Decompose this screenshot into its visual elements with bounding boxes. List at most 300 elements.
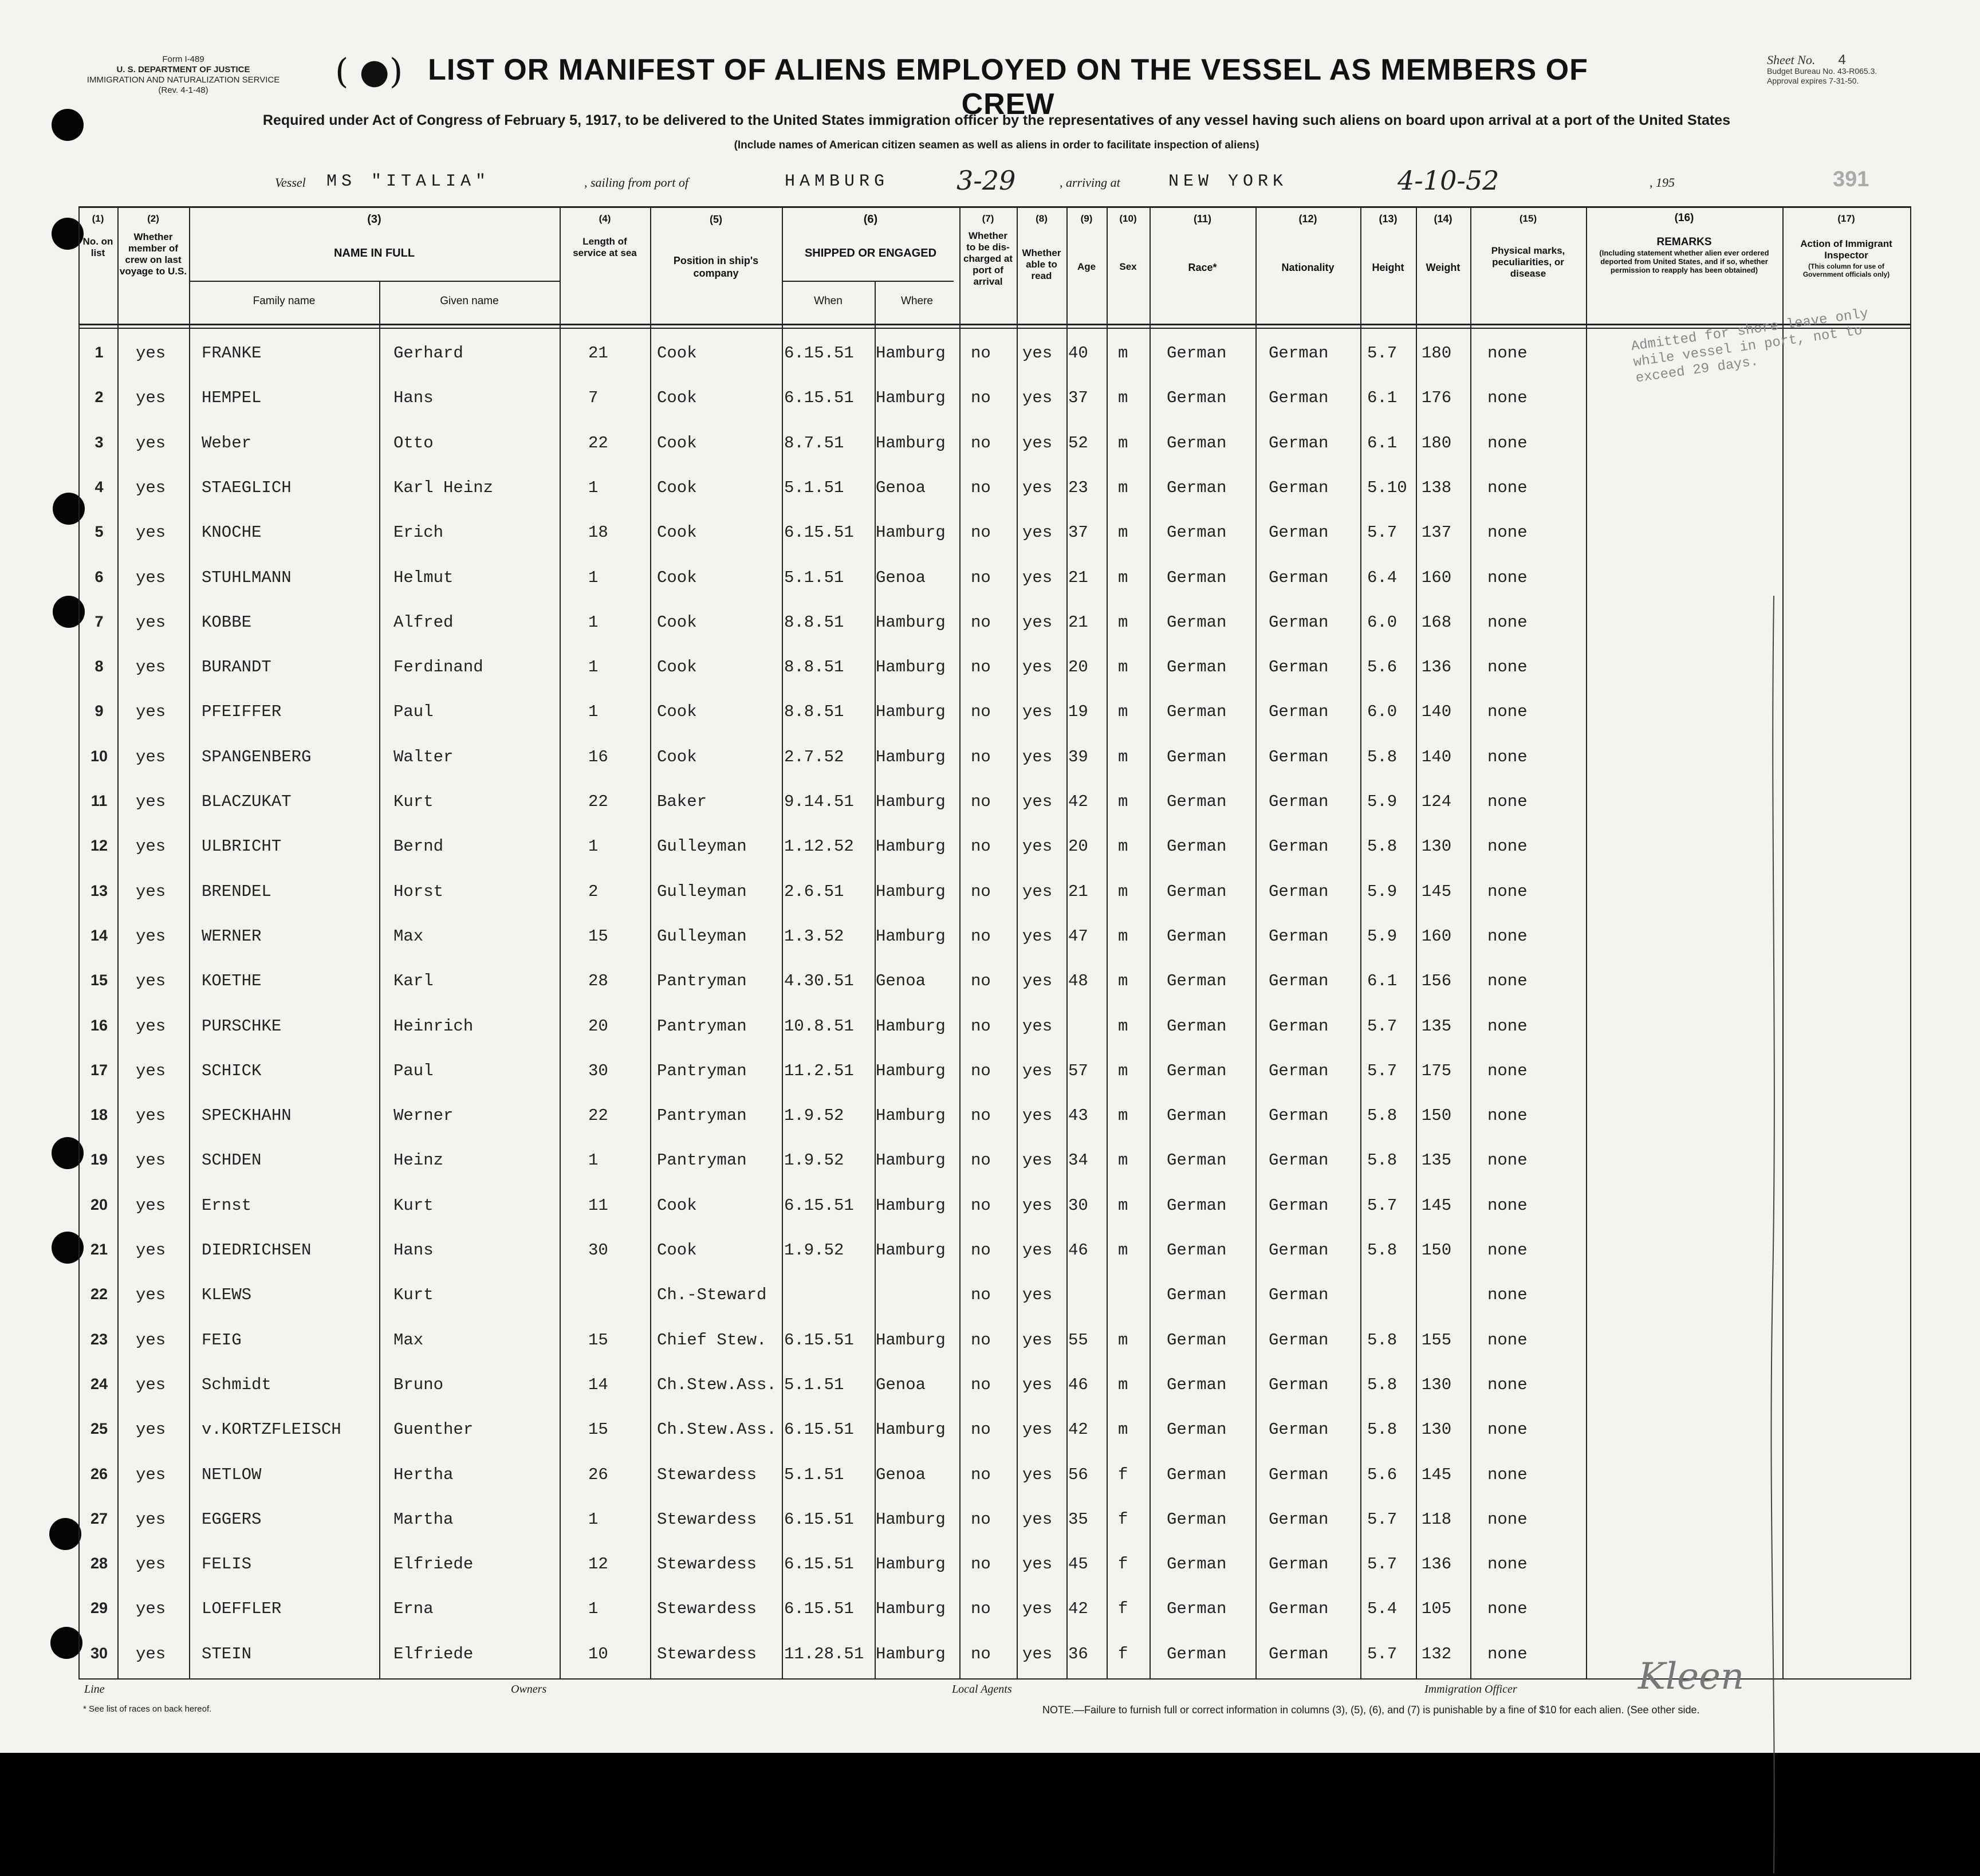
sex-cell: m — [1118, 747, 1128, 766]
weight-cell: 145 — [1422, 882, 1452, 901]
race-cell: German — [1167, 702, 1227, 722]
height-cell: 5.6 — [1367, 1465, 1398, 1484]
age-cell: 40 — [1068, 344, 1088, 363]
row-number: 21 — [90, 1241, 108, 1258]
discharged-cell: no — [971, 1465, 991, 1484]
shipped-when-cell: 5.1.51 — [784, 1465, 844, 1484]
marks-cell: none — [1487, 612, 1528, 632]
height-cell: 6.4 — [1367, 568, 1398, 587]
service-cell: 1 — [588, 837, 599, 856]
sex-cell: m — [1118, 658, 1128, 677]
read-cell: yes — [1022, 972, 1053, 991]
weight-cell: 150 — [1422, 1241, 1452, 1260]
read-cell: yes — [1022, 702, 1053, 722]
family-name-cell: EGGERS — [202, 1509, 262, 1529]
col-header-action: (17) Action of Immigrant Inspector (This column for use of Government officials only) — [1800, 213, 1892, 278]
height-cell: 5.7 — [1367, 1644, 1398, 1663]
read-cell: yes — [1022, 344, 1053, 363]
race-cell: German — [1167, 658, 1227, 677]
shipped-where-cell: Hamburg — [876, 344, 946, 363]
shipped-when-cell: 9.14.51 — [784, 792, 854, 811]
age-cell: 48 — [1068, 972, 1088, 991]
given-name-cell: Werner — [393, 1106, 454, 1126]
height-cell: 5.7 — [1367, 1016, 1398, 1036]
last-voyage-cell: yes — [136, 1644, 166, 1663]
family-name-cell: Schmidt — [202, 1375, 271, 1394]
position-cell: Baker — [657, 792, 707, 811]
table-row — [78, 1499, 1911, 1543]
nationality-cell: German — [1269, 344, 1329, 363]
penalty-note: NOTE.—Failure to furnish full or correct information in columns (3), (5), (6), and (7) is punishable by a fine of $10 for each alien. (See other side. — [1042, 1704, 1700, 1716]
discharged-cell: no — [971, 1106, 991, 1126]
last-voyage-cell: yes — [136, 747, 166, 766]
height-cell: 6.0 — [1367, 702, 1398, 722]
shipped-where-cell: Hamburg — [876, 388, 946, 408]
nationality-cell: German — [1269, 1195, 1329, 1215]
col-header-read: (8) Whether able to read — [1022, 213, 1061, 281]
service-cell: 22 — [588, 792, 608, 811]
service-cell: 10 — [588, 1644, 608, 1663]
weight-cell: 138 — [1422, 478, 1452, 497]
marks-cell: none — [1487, 1285, 1528, 1305]
service-cell: 2 — [588, 882, 599, 901]
shipped-when-cell: 5.1.51 — [784, 1375, 844, 1394]
vessel-line — [275, 165, 1913, 197]
service-cell: 28 — [588, 972, 608, 991]
shipped-when-cell: 10.8.51 — [784, 1016, 854, 1036]
table-row — [78, 557, 1911, 601]
discharged-cell: no — [971, 523, 991, 542]
family-name-cell: SCHDEN — [202, 1151, 262, 1170]
weight-cell: 130 — [1422, 1420, 1452, 1440]
race-cell: German — [1167, 1509, 1227, 1529]
weight-cell: 135 — [1422, 1151, 1452, 1170]
age-cell: 37 — [1068, 388, 1088, 408]
read-cell: yes — [1022, 1061, 1053, 1080]
discharged-cell: no — [971, 1375, 991, 1394]
shipped-where-cell: Hamburg — [876, 658, 946, 677]
marks-cell: none — [1487, 972, 1528, 991]
age-cell: 45 — [1068, 1555, 1088, 1574]
nationality-cell: German — [1269, 1375, 1329, 1394]
shipped-where-cell: Genoa — [876, 972, 926, 991]
discharged-cell: no — [971, 1555, 991, 1574]
last-voyage-cell: yes — [136, 1195, 166, 1215]
discharged-cell: no — [971, 702, 991, 722]
name-subheader-rule — [189, 281, 560, 282]
nationality-cell: German — [1269, 1061, 1329, 1080]
race-cell: German — [1167, 612, 1227, 632]
table-row — [78, 871, 1911, 915]
service-cell: 26 — [588, 1465, 608, 1484]
header-rule — [78, 324, 1911, 325]
row-number: 13 — [90, 882, 108, 899]
row-number: 26 — [90, 1465, 108, 1482]
sex-cell: m — [1118, 433, 1128, 453]
marks-cell: none — [1487, 1106, 1528, 1126]
row-number: 19 — [90, 1151, 108, 1169]
nationality-cell: German — [1269, 926, 1329, 946]
position-cell: Pantryman — [657, 1016, 747, 1036]
weight-cell: 156 — [1422, 972, 1452, 991]
row-number: 24 — [90, 1375, 108, 1393]
height-cell: 6.1 — [1367, 972, 1398, 991]
discharged-cell: no — [971, 1420, 991, 1440]
shipped-where-cell: Hamburg — [876, 1644, 946, 1663]
family-name-cell: SPANGENBERG — [202, 747, 312, 766]
weight-cell: 137 — [1422, 523, 1452, 542]
given-name-cell: Max — [393, 926, 424, 946]
sheet-number: 4 — [1838, 52, 1846, 68]
row-number: 30 — [90, 1644, 108, 1662]
weight-cell: 130 — [1422, 837, 1452, 856]
height-cell: 5.9 — [1367, 926, 1398, 946]
family-name-cell: BLACZUKAT — [202, 792, 292, 811]
sex-cell: f — [1118, 1465, 1128, 1484]
row-number: 20 — [90, 1195, 108, 1213]
nationality-cell: German — [1269, 882, 1329, 901]
given-name-cell: Erna — [393, 1599, 434, 1619]
last-voyage-cell: yes — [136, 1106, 166, 1126]
family-name-cell: KOETHE — [202, 972, 262, 991]
height-cell: 6.0 — [1367, 612, 1398, 632]
age-cell: 57 — [1068, 1061, 1088, 1080]
last-voyage-cell: yes — [136, 1061, 166, 1080]
row-number: 29 — [90, 1599, 108, 1617]
year-label: , 195 — [1650, 175, 1675, 190]
service-cell: 7 — [588, 388, 599, 408]
last-voyage-cell: yes — [136, 926, 166, 946]
position-cell: Ch.Stew.Ass. — [657, 1420, 777, 1440]
col-header-shipped: (6) SHIPPED OR ENGAGED — [804, 213, 937, 259]
discharged-cell: no — [971, 972, 991, 991]
col-header-nationality: (12) Nationality — [1281, 213, 1335, 273]
position-cell: Cook — [657, 568, 697, 587]
age-cell: 35 — [1068, 1509, 1088, 1529]
read-cell: yes — [1022, 1285, 1053, 1305]
weight-cell: 105 — [1422, 1599, 1452, 1619]
row-number: 28 — [90, 1555, 108, 1572]
weight-cell: 132 — [1422, 1644, 1452, 1663]
shipped-when-cell: 8.8.51 — [784, 658, 844, 677]
shipped-where-cell: Hamburg — [876, 1509, 946, 1529]
shipped-where-cell: Hamburg — [876, 1330, 946, 1350]
given-name-cell: Kurt — [393, 792, 434, 811]
age-cell: 21 — [1068, 612, 1088, 632]
discharged-cell: no — [971, 658, 991, 677]
col-header-no: (1) No. on list — [82, 213, 113, 258]
shipped-when-cell: 6.15.51 — [784, 1330, 854, 1350]
height-cell: 5.8 — [1367, 1241, 1398, 1260]
last-voyage-cell: yes — [136, 792, 166, 811]
read-cell: yes — [1022, 792, 1053, 811]
nationality-cell: German — [1269, 433, 1329, 453]
row-number: 23 — [90, 1330, 108, 1348]
position-cell: Pantryman — [657, 1151, 747, 1170]
table-row — [78, 1319, 1911, 1364]
sex-cell: m — [1118, 344, 1128, 363]
discharged-cell: no — [971, 1151, 991, 1170]
sheet-label: Sheet No. — [1767, 53, 1816, 67]
last-voyage-cell: yes — [136, 972, 166, 991]
read-cell: yes — [1022, 523, 1053, 542]
service-cell: 11 — [588, 1195, 608, 1215]
row-number: 5 — [95, 523, 104, 541]
service-cell: 15 — [588, 1330, 608, 1350]
last-voyage-cell: yes — [136, 1420, 166, 1440]
sex-cell: m — [1118, 1061, 1128, 1080]
discharged-cell: no — [971, 1330, 991, 1350]
sex-cell: f — [1118, 1509, 1128, 1529]
given-name-cell: Erich — [393, 523, 444, 542]
nationality-cell: German — [1269, 1465, 1329, 1484]
budget-bureau: Budget Bureau No. 43-R065.3. — [1767, 66, 1877, 76]
position-cell: Cook — [657, 747, 697, 766]
read-cell: yes — [1022, 1016, 1053, 1036]
shipped-where-cell: Hamburg — [876, 1195, 946, 1215]
race-cell: German — [1167, 433, 1227, 453]
nationality-cell: German — [1269, 1241, 1329, 1260]
shipped-where-cell: Hamburg — [876, 1061, 946, 1080]
sex-cell: m — [1118, 792, 1128, 811]
marks-cell: none — [1487, 837, 1528, 856]
table-row — [78, 1005, 1911, 1050]
last-voyage-cell: yes — [136, 523, 166, 542]
page-title: LIST OR MANIFEST OF ALIENS EMPLOYED ON THE VESSEL AS MEMBERS OF CREW — [428, 53, 1588, 121]
col-header-given: Given name — [440, 295, 499, 307]
last-voyage-cell: yes — [136, 344, 166, 363]
row-number: 8 — [95, 658, 104, 675]
nationality-cell: German — [1269, 1599, 1329, 1619]
given-name-cell: Bernd — [393, 837, 444, 856]
race-cell: German — [1167, 1465, 1227, 1484]
position-cell: Pantryman — [657, 1061, 747, 1080]
race-cell: German — [1167, 344, 1227, 363]
family-name-cell: STEIN — [202, 1644, 252, 1663]
shipped-when-cell: 4.30.51 — [784, 972, 854, 991]
marks-cell: none — [1487, 792, 1528, 811]
position-cell: Stewardess — [657, 1465, 757, 1484]
last-voyage-cell: yes — [136, 1330, 166, 1350]
shipped-where-cell: Hamburg — [876, 1599, 946, 1619]
service-cell: 1 — [588, 568, 599, 587]
given-name-cell: Alfred — [393, 612, 454, 632]
service-cell: 1 — [588, 658, 599, 677]
read-cell: yes — [1022, 1106, 1053, 1126]
last-voyage-cell: yes — [136, 1151, 166, 1170]
position-cell: Pantryman — [657, 1106, 747, 1126]
family-name-cell: STUHLMANN — [202, 568, 292, 587]
marks-cell: none — [1487, 1330, 1528, 1350]
col-header-last-voyage: (2) Whether member of crew on last voyage to U.S. — [119, 213, 187, 277]
shipped-when-cell: 11.2.51 — [784, 1061, 854, 1080]
given-name-cell: Ferdinand — [393, 658, 483, 677]
binder-hole — [49, 1518, 81, 1550]
weight-cell: 155 — [1422, 1330, 1452, 1350]
age-cell: 37 — [1068, 523, 1088, 542]
sex-cell: m — [1118, 1016, 1128, 1036]
given-name-cell: Gerhard — [393, 344, 463, 363]
row-number: 4 — [95, 478, 104, 495]
service-cell: 30 — [588, 1061, 608, 1080]
age-cell: 42 — [1068, 1420, 1088, 1440]
nationality-cell: German — [1269, 792, 1329, 811]
table-row — [78, 1588, 1911, 1633]
family-name-cell: FEIG — [202, 1330, 242, 1350]
given-name-cell: Helmut — [393, 568, 454, 587]
read-cell: yes — [1022, 433, 1053, 453]
race-cell: German — [1167, 1285, 1227, 1305]
position-cell: Cook — [657, 658, 697, 677]
marks-cell: none — [1487, 702, 1528, 722]
sex-cell: m — [1118, 926, 1128, 946]
subtitle: Required under Act of Congress of February 5, 1917, to be delivered to the United States immigration officer by the representatives of any vessel having such aliens on board upon arrival at a port of the United States — [262, 112, 1731, 128]
table-row — [78, 1633, 1911, 1678]
shipped-when-cell: 6.15.51 — [784, 344, 854, 363]
read-cell: yes — [1022, 568, 1053, 587]
marks-cell: none — [1487, 926, 1528, 946]
race-cell: German — [1167, 882, 1227, 901]
nationality-cell: German — [1269, 837, 1329, 856]
discharged-cell: no — [971, 1195, 991, 1215]
race-cell: German — [1167, 523, 1227, 542]
col-header-family: Family name — [253, 295, 316, 307]
read-cell: yes — [1022, 612, 1053, 632]
nationality-cell: German — [1269, 1016, 1329, 1036]
weight-cell: 180 — [1422, 433, 1452, 453]
service-cell: 1 — [588, 612, 599, 632]
sex-cell: m — [1118, 388, 1128, 408]
position-cell: Cook — [657, 433, 697, 453]
nationality-cell: German — [1269, 702, 1329, 722]
given-name-cell: Walter — [393, 747, 454, 766]
family-name-cell: PFEIFFER — [202, 702, 282, 722]
col-header-remarks: (16) REMARKS (Including statement whether alien ever ordered deported from United States, and if so, whether permission to reapply has been obtained) — [1599, 212, 1769, 274]
read-cell: yes — [1022, 388, 1053, 408]
service-cell: 1 — [588, 1151, 599, 1170]
service-cell: 15 — [588, 926, 608, 946]
age-cell: 46 — [1068, 1241, 1088, 1260]
given-name-cell: Hertha — [393, 1465, 454, 1484]
height-cell: 5.7 — [1367, 1509, 1398, 1529]
discharged-cell: no — [971, 926, 991, 946]
last-voyage-cell: yes — [136, 702, 166, 722]
table-row — [78, 736, 1911, 781]
marks-cell: none — [1487, 1420, 1528, 1440]
shipped-where-cell: Hamburg — [876, 747, 946, 766]
discharged-cell: no — [971, 1599, 991, 1619]
given-name-cell: Paul — [393, 1061, 434, 1080]
height-cell: 5.8 — [1367, 1151, 1398, 1170]
sex-cell: m — [1118, 478, 1128, 497]
row-number: 1 — [95, 344, 104, 361]
nationality-cell: German — [1269, 972, 1329, 991]
sex-cell: m — [1118, 1420, 1128, 1440]
weight-cell: 180 — [1422, 344, 1452, 363]
shipped-subheader-rule — [782, 281, 954, 282]
given-name-cell: Martha — [393, 1509, 454, 1529]
family-name-cell: DIEDRICHSEN — [202, 1241, 312, 1260]
age-cell: 56 — [1068, 1465, 1088, 1484]
last-voyage-cell: yes — [136, 478, 166, 497]
row-number: 22 — [90, 1285, 108, 1303]
marks-cell: none — [1487, 1599, 1528, 1619]
row-number: 15 — [90, 972, 108, 989]
last-voyage-cell: yes — [136, 1016, 166, 1036]
service-cell: 16 — [588, 747, 608, 766]
service-cell: 30 — [588, 1241, 608, 1260]
read-cell: yes — [1022, 1330, 1053, 1350]
weight-cell: 150 — [1422, 1106, 1452, 1126]
service-cell: 1 — [588, 478, 599, 497]
col-header-race: (11) Race* — [1188, 213, 1217, 273]
race-cell: German — [1167, 1061, 1227, 1080]
sex-cell: m — [1118, 1330, 1128, 1350]
sail-date: 3-29 — [956, 165, 1016, 196]
age-cell: 43 — [1068, 1106, 1088, 1126]
age-cell: 46 — [1068, 1375, 1088, 1394]
weight-cell: 118 — [1422, 1509, 1452, 1529]
last-voyage-cell: yes — [136, 1509, 166, 1529]
marks-cell: none — [1487, 523, 1528, 542]
race-footnote: * See list of races on back hereof. — [83, 1704, 212, 1714]
approval-expiry: Approval expires 7-31-50. — [1767, 76, 1859, 85]
arriving-label: , arriving at — [1060, 175, 1120, 190]
family-name-cell: KLEWS — [202, 1285, 252, 1305]
weight-cell: 124 — [1422, 792, 1452, 811]
sheet-number-block — [1767, 52, 1939, 86]
age-cell: 30 — [1068, 1195, 1088, 1215]
table-row — [78, 825, 1911, 870]
read-cell: yes — [1022, 926, 1053, 946]
shipped-when-cell: 6.15.51 — [784, 1420, 854, 1440]
weight-cell: 135 — [1422, 1016, 1452, 1036]
age-cell: 36 — [1068, 1644, 1088, 1663]
col-header-when: When — [814, 295, 843, 307]
sex-cell: m — [1118, 1375, 1128, 1394]
age-cell: 19 — [1068, 702, 1088, 722]
marks-cell: none — [1487, 1061, 1528, 1080]
row-number: 14 — [90, 926, 108, 944]
age-cell: 47 — [1068, 926, 1088, 946]
table-row — [78, 1454, 1911, 1499]
sex-cell: f — [1118, 1644, 1128, 1663]
given-name-cell: Karl Heinz — [393, 478, 494, 497]
nationality-cell: German — [1269, 1644, 1329, 1663]
last-voyage-cell: yes — [136, 882, 166, 901]
service-cell: 1 — [588, 1599, 599, 1619]
race-cell: German — [1167, 1599, 1227, 1619]
marks-cell: none — [1487, 1151, 1528, 1170]
family-name-cell: SCHICK — [202, 1061, 262, 1080]
race-cell: German — [1167, 388, 1227, 408]
sex-cell: f — [1118, 1555, 1128, 1574]
read-cell: yes — [1022, 478, 1053, 497]
discharged-cell: no — [971, 388, 991, 408]
weight-cell: 176 — [1422, 388, 1452, 408]
race-cell: German — [1167, 1420, 1227, 1440]
race-cell: German — [1167, 568, 1227, 587]
discharged-cell: no — [971, 1644, 991, 1663]
position-cell: Gulleyman — [657, 926, 747, 946]
discharged-cell: no — [971, 1061, 991, 1080]
weight-cell: 140 — [1422, 747, 1452, 766]
race-cell: German — [1167, 837, 1227, 856]
given-name-cell: Hans — [393, 388, 434, 408]
sex-cell: m — [1118, 523, 1128, 542]
given-name-cell: Kurt — [393, 1285, 434, 1305]
table-row — [78, 1274, 1911, 1319]
